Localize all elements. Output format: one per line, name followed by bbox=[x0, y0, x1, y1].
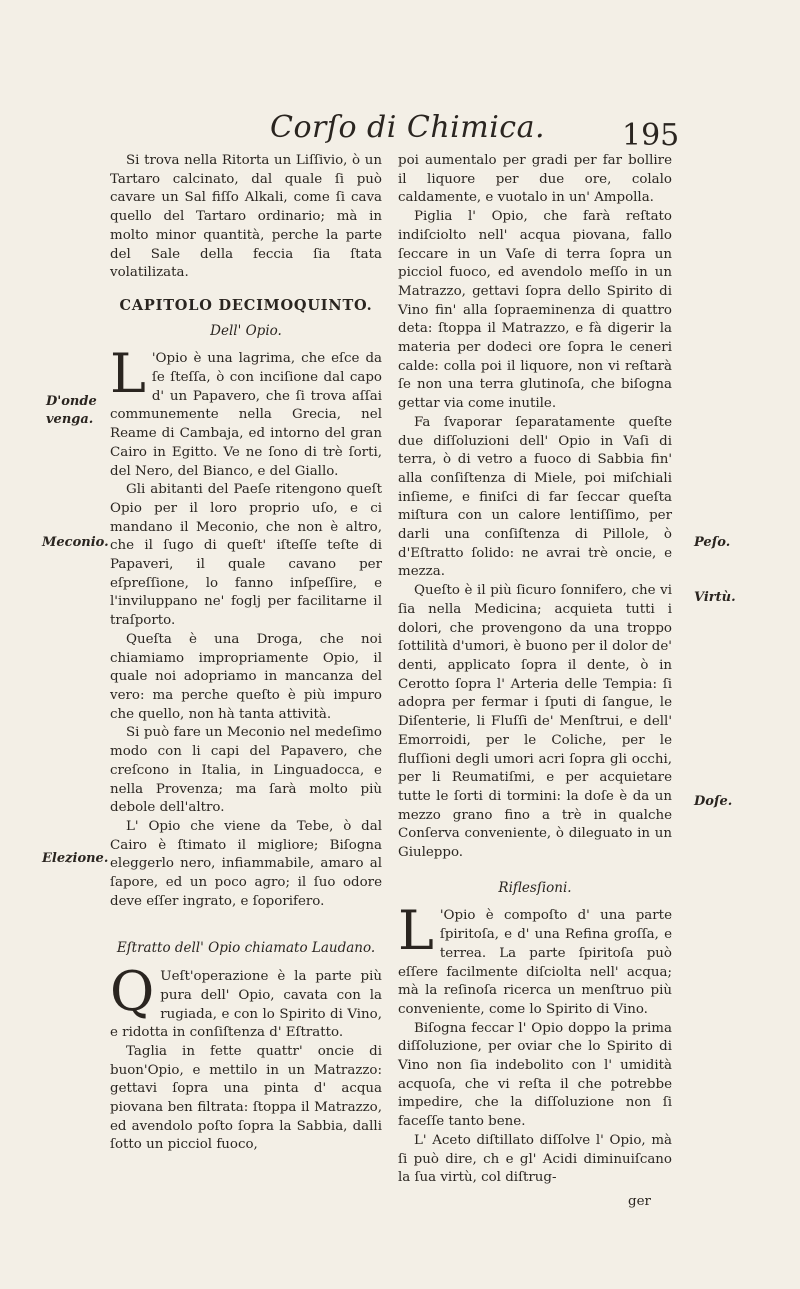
margin-note-peso: Peſo. bbox=[694, 535, 731, 550]
catchword: ger bbox=[628, 1194, 651, 1209]
paragraph: Biſogna feccar l' Opio doppo la prima diſſoluzione, per oviar che lo Spirito di Vino non ſia indebolito con l' umidità acquoſa, che vi reſta il che potrebbe impedire, che la diſſoluzione non ſi faceſſe tanto bene. bbox=[398, 1020, 672, 1130]
paragraph bbox=[398, 899, 672, 1019]
paragraph: Queſto è il più ſicuro ſonnifero, che vi ſia nella Medicina; acquieta tutti i dolori, che provengono da una troppo ſottilità d'umori, è buono per il dolor de' denti, applicato ſopra il dente, ò in Cerotto ſopra l' Arteria delle Tempia: ſi adopra per fermar i ſputi di ſangue, le Diſenterie, li Fluſſi de' Menſtrui, e dell' Emorroidi, per le Coliche, per le fluſſioni degli umori acri ſopra gli occhi, per li Reumatiſmi, e per acquietare tutte le ſorti di tormini: la doſe è da un mezzo grano fino a trè in qualche Conſerva conveniente, ò dileguato in un Giuleppo. bbox=[398, 583, 672, 861]
running-title: Corſo di Chimica. bbox=[270, 110, 546, 145]
section-title: Riflesſioni. bbox=[498, 879, 572, 896]
margin-note-elezione: Elezione. bbox=[42, 851, 109, 866]
paragraph: L' Aceto diſtillato diſſolve l' Opio, mà ſi può dire, ch e gl' Acidi diminuiſcano la ſua virtù, col diſtrug- bbox=[398, 1132, 672, 1186]
paragraph: Fa ſvaporar ſeparatamente queſte due diſſoluzioni dell' Opio in Vaſi di terra, ò di vetro a fuoco di Sabbia fin' alla conſiſtenza di Miele, poi miſchiali inſieme, e finiſci di far ſeccar queſta miſtura con un calore lentiſſimo, per darli una conſiſtenza di Pillole, ò d'Eſtratto ſolido: ne avrai trè oncie, e mezza. bbox=[398, 414, 672, 580]
paragraph: Piglia l' Opio, che farà reſtato indiſciolto nell' acqua piovana, fallo ſeccare in un Vaſe di terra ſopra un picciol fuoco, ed avendolo meſſo in un Matrazzo, gettavi ſopra dello Spirito di Vino fin' alla ſopraeminenza di quattro deta: ſtoppa il Matrazzo, e fà digerir la materia per dodeci ore ſopra le ceneri calde: colla poi il liquore, non vi reſtarà ſe non una terra glutinoſa, che biſogna gettar via come inutile. bbox=[398, 209, 672, 412]
paragraph-text: 'Opio è una lagrima, che eſce da ſe ſteſſa, ò con inciſione dal capo d' un Papavero, che ſi trova aſſai communemente nella Grecia, nel Reame di Cambaja, ed intorno del gran Cairo in Egitto. Ve ne ſono di trè ſorti, del Nero, del Bianco, e del Giallo. bbox=[110, 351, 382, 479]
chapter-heading: CAPITOLO DECIMOQUINTO. bbox=[119, 296, 373, 314]
margin-note-venga: venga. bbox=[46, 412, 94, 427]
section-title: Eſtratto dell' Opio chiamato Laudano. bbox=[116, 940, 376, 957]
paragraph: Queſta è una Droga, che noi chiamiamo impropriamente Opio, il quale noi adopriamo in mancanza del vero: ma perche queſto è più impuro che quello, non hà tanta attività. bbox=[110, 631, 382, 722]
paragraph-text: Ueſt'operazione è la parte più pura dell' Opio, cavata con la rugiada, e con lo Spirito di Vino, e ridotta in conſiſtenza d' Eſtratto. bbox=[110, 969, 382, 1041]
left-column bbox=[110, 152, 382, 1155]
drop-cap: L bbox=[110, 342, 146, 406]
margin-note-virtu: Virtù. bbox=[694, 590, 736, 605]
margin-note-dose: Doſe. bbox=[694, 794, 733, 809]
paragraph: poi aumentalo per gradi per far bollire il liquore per due ore, colalo caldamente, e vuotalo in un' Ampolla. bbox=[398, 153, 672, 206]
paragraph: Si trova nella Ritorta un Liſſivio, ò un Tartaro calcinato, dal quale ſi può cavare un Sal fiſſo Alkali, come ſi cava quello del Tartaro ordinario; mà in molto minor quantità, perche la parte del Sale della feccia ſia ſtata volatilizata. bbox=[110, 153, 382, 281]
section-title: Dell' Opio. bbox=[210, 322, 282, 339]
page-number: 195 bbox=[622, 118, 680, 153]
paragraph: L' Opio che viene da Tebe, ò dal Cairo è ſtimato il migliore; Biſogna eleggerlo nero, infiammabile, amaro al ſapore, ed un poco agro; il ſuo odore deve eſſer ingrato, e ſoporifero. bbox=[110, 818, 382, 909]
margin-note-meconio: Meconio. bbox=[42, 535, 109, 550]
paragraph bbox=[110, 960, 382, 1043]
paragraph: Taglia in fette quattr' oncie di buon'Opio, e mettilo in un Matrazzo: gettavi ſopra una pinta d' acqua piovana ben filtrata: ſtoppa il Matrazzo, ed avendolo poſto ſopra la Sabbia, dalli ſotto un picciol fuoco, bbox=[110, 1043, 382, 1153]
drop-cap: L bbox=[398, 899, 434, 963]
paragraph-text: 'Opio è compoſto d' una parte ſpiritoſa, e d' una Refina groſſa, e terrea. La parte ſpiritoſa può eſſere facilmente diſciolta nell' acqua; mà la reſinoſa ricerca un menſtruo più conveniente, come lo Spirito di Vino. bbox=[398, 908, 672, 1017]
paragraph bbox=[110, 342, 382, 481]
paragraph: Gli abitanti del Paeſe ritengono queſt Opio per il loro proprio uſo, e ci mandano il Meconio, che non è altro, che il ſugo di queſt' iſteſſe teſte di Papaveri, il quale cavano per eſpreſſione, lo fanno inſpeſſire, e l'inviluppano ne' foglj per facilitarne il traſporto. bbox=[110, 482, 382, 629]
paragraph: Si può fare un Meconio nel medeſimo modo con li capi del Papavero, che creſcono in Italia, in Linguadocca, e nella Provenza; ma ſarà molto più debole dell'altro. bbox=[110, 725, 382, 816]
right-column bbox=[398, 152, 672, 1188]
drop-cap: Q bbox=[110, 960, 155, 1024]
margin-note-donde: D'onde bbox=[46, 394, 97, 409]
